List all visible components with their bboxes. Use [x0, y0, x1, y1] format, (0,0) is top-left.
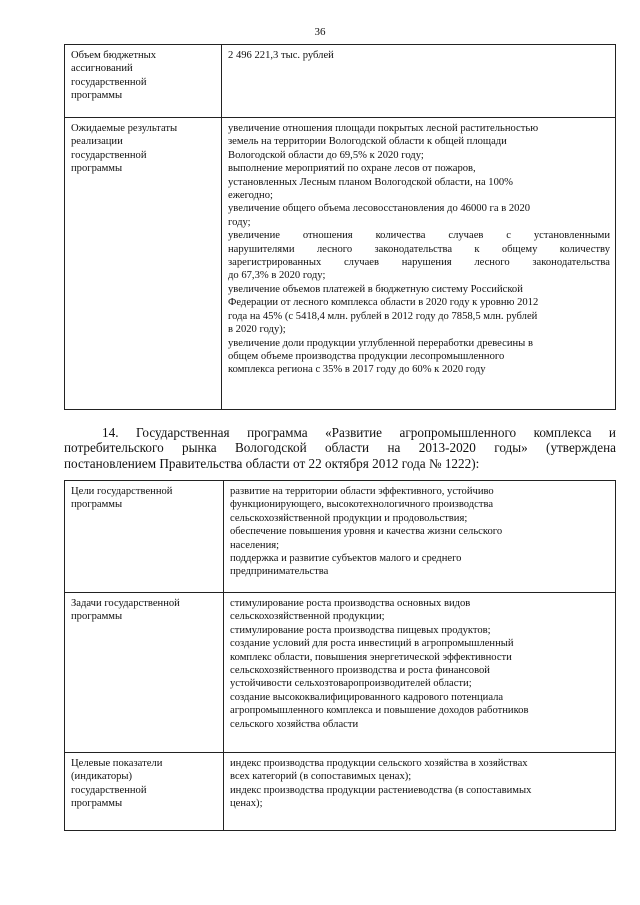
- table-row: [65, 753, 616, 831]
- row-label-line: государственной: [71, 76, 147, 88]
- row-content-line: функционирующего, высокотехнологичного производства: [230, 499, 494, 511]
- row-label-cell: [65, 45, 222, 118]
- row-label-cell: [65, 118, 222, 410]
- heading-line-1: 14. Государственная программа «Развитие агропромышленного комплекса и: [102, 425, 616, 440]
- row-label-line: Целевые показатели: [71, 758, 163, 769]
- row-content-line: установленных Лесным планом Вологодской области, на 100%: [228, 176, 514, 188]
- row-content-cell: [224, 481, 616, 593]
- row-label-cell: [65, 753, 224, 831]
- row-content-cell: [224, 593, 616, 753]
- row-label-line: Ожидаемые результаты: [71, 123, 178, 134]
- row-content-line: ценах);: [230, 798, 263, 810]
- row-content-line: стимулирование роста производства основных видов: [230, 598, 471, 609]
- table2-body: [65, 481, 616, 831]
- row-label-line: программы: [71, 90, 123, 102]
- row-label-line: (индикаторы): [71, 771, 133, 783]
- table-row: [65, 481, 616, 593]
- row-content-line: создание высококвалифицированного кадрового потенциала: [230, 691, 504, 703]
- row-label-line: государственной: [71, 784, 147, 796]
- row-content-line: до 67,3% в 2020 году;: [228, 270, 326, 282]
- row-label-line: Цели государственной: [71, 486, 173, 497]
- row-label-line: программы: [71, 798, 123, 810]
- row-label-line: Объем бюджетных: [71, 50, 157, 61]
- page-number: 36: [314, 26, 326, 38]
- table-row: [65, 593, 616, 753]
- row-content-line: комплекса региона с 35% в 2017 году до 60% к 2020 году: [228, 364, 486, 376]
- program-passport-table-agro: [64, 480, 616, 831]
- row-content-line: общем объеме производства продукции лесопромышленного: [228, 350, 505, 362]
- row-content-line: ежегодно;: [228, 190, 273, 202]
- row-content-line: Федерации от лесного комплекса области в 2020 году к уровню 2012: [228, 297, 539, 309]
- table1-body: [65, 45, 616, 410]
- row-label-line: реализации: [71, 136, 123, 148]
- row-label-line: программы: [71, 499, 123, 511]
- row-content-line: году;: [228, 216, 251, 228]
- row-content-line: увеличение отношения площади покрытых лесной растительностью: [228, 123, 539, 134]
- row-content-cell: [222, 45, 616, 118]
- row-content-line: индекс производства продукции растениеводства (в сопоставимых: [230, 784, 532, 796]
- row-content-line: создание условий для роста инвестиций в агропромышленный: [230, 638, 514, 650]
- table-row: [65, 45, 616, 118]
- row-content-line: агропромышленного комплекса и повышение доходов работников: [230, 705, 529, 717]
- row-content-line: поддержка и развитие субъектов малого и среднего: [230, 553, 462, 565]
- row-content-line: сельскохозяйственной продукции;: [230, 611, 385, 623]
- row-content-line: всех категорий (в сопоставимых ценах);: [230, 771, 412, 783]
- row-content-line: земель на территории Вологодской области к общей площади: [228, 136, 507, 148]
- row-content-line: сельского хозяйства области: [230, 718, 359, 730]
- row-content-line: выполнение мероприятий по охране лесов от пожаров,: [228, 163, 476, 175]
- row-label-line: государственной: [71, 149, 147, 161]
- row-content-line: года на 45% (с 5418,4 млн. рублей в 2012 году до 7858,5 млн. рублей: [228, 310, 538, 322]
- row-content-line: предпринимательства: [230, 566, 329, 578]
- row-content-line: развитие на территории области эффективного, устойчиво: [230, 486, 494, 497]
- row-content-line: увеличение объемов платежей в бюджетную систему Российской: [228, 283, 523, 295]
- program-passport-table-forestry: [64, 44, 616, 410]
- row-content-line: стимулирование роста производства пищевых продуктов;: [230, 624, 491, 636]
- row-content-line: устойчивости сельхозтоваропроизводителей области;: [230, 678, 472, 690]
- row-content-line: комплекс области, повышения энергетической эффективности: [230, 651, 512, 663]
- section-heading: [64, 425, 616, 471]
- row-content-line: обеспечение повышения уровня и качества жизни сельского: [230, 526, 503, 538]
- row-label-line: Задачи государственной: [71, 598, 180, 609]
- row-content-line: в 2020 году);: [228, 324, 286, 336]
- row-content-line: нарушителями лесного законодательства к общему количеству: [228, 243, 610, 255]
- row-content-line: увеличение доли продукции углубленной переработки древесины в: [228, 337, 533, 349]
- row-label-line: ассигнований: [71, 63, 133, 75]
- row-content-cell: [224, 753, 616, 831]
- row-content-line: увеличение общего объема лесовосстановления до 46000 га в 2020: [228, 203, 531, 215]
- row-label-line: программы: [71, 163, 123, 175]
- row-content-line: увеличение отношения количества случаев с установленными: [228, 230, 610, 242]
- row-content-line: зарегистрированных случаев нарушения лесного законодательства: [228, 257, 610, 269]
- row-content-line: индекс производства продукции сельского хозяйства в хозяйствах: [230, 758, 528, 769]
- row-label-line: программы: [71, 611, 123, 623]
- row-label-cell: [65, 481, 224, 593]
- heading-line-3: постановлением Правительства области от 22 октября 2012 года № 1222):: [64, 455, 480, 471]
- row-content-line: сельскохозяйственного производства и роста финансовой: [230, 665, 490, 677]
- row-content-line: населения;: [230, 539, 280, 551]
- table-row: [65, 118, 616, 410]
- row-content-line: 2 496 221,3 тыс. рублей: [228, 50, 334, 61]
- row-content-cell: [222, 118, 616, 410]
- heading-line-2: потребительского рынка Вологодской области на 2013-2020 годы» (утверждена: [64, 440, 616, 456]
- row-label-cell: [65, 593, 224, 753]
- row-content-line: сельскохозяйственной продукции и продовольствия;: [230, 512, 468, 524]
- row-content-line: Вологодской области до 69,5% к 2020 году;: [228, 149, 424, 161]
